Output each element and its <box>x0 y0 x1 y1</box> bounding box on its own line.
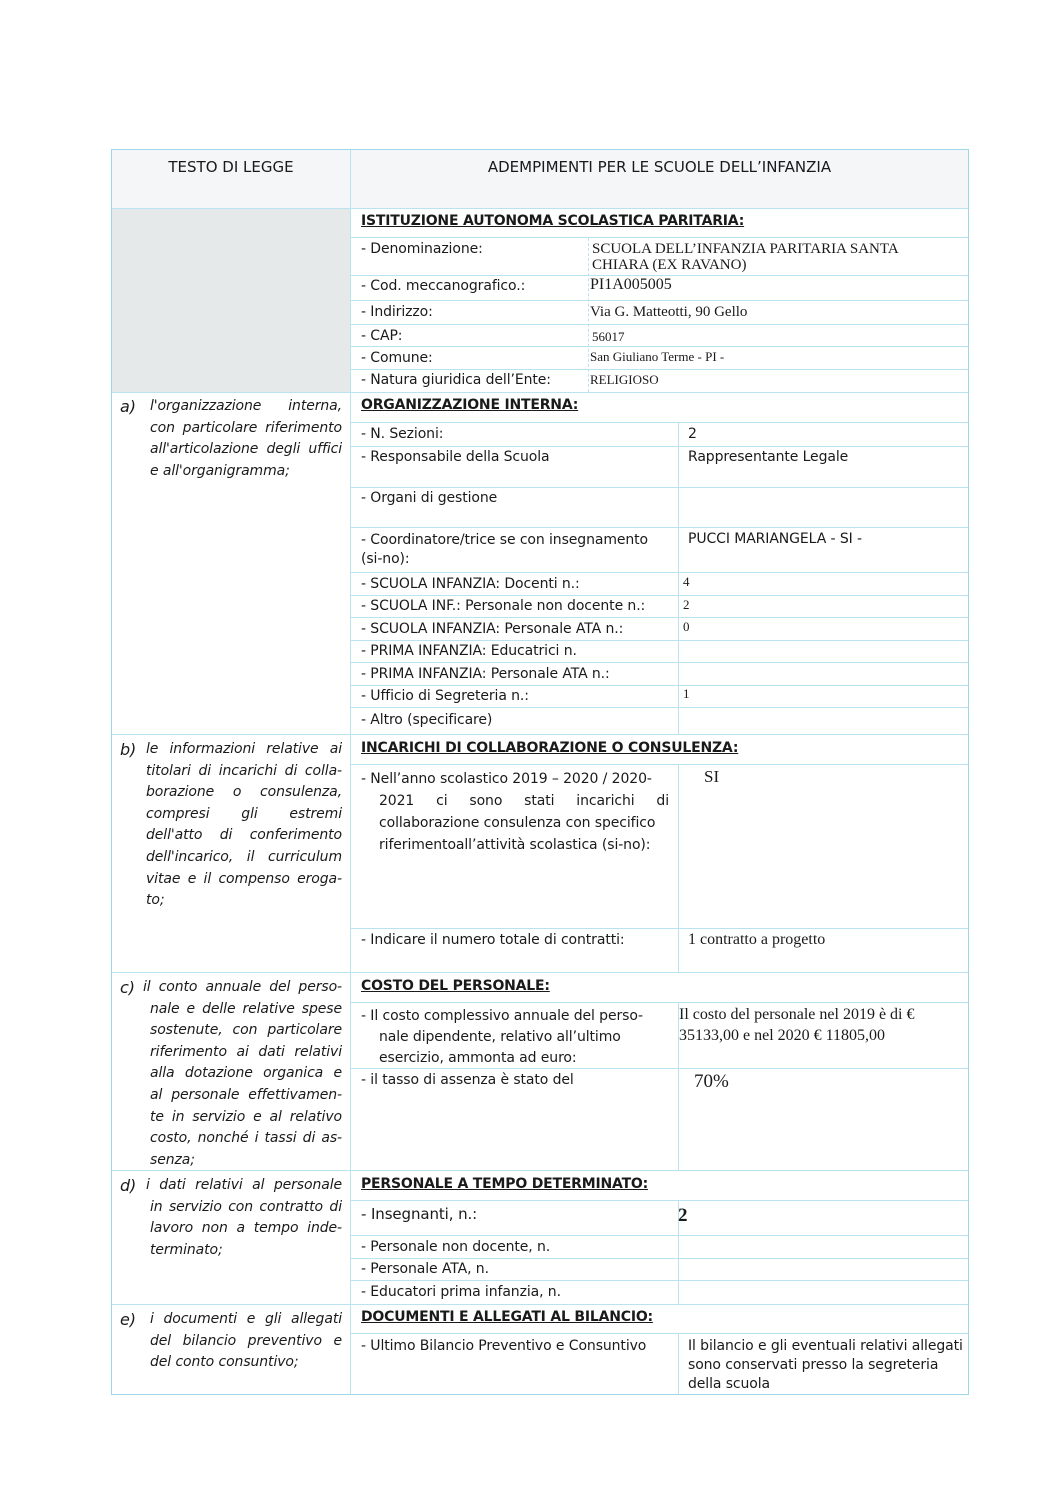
value-divider <box>678 1334 679 1394</box>
row-divider <box>112 208 968 209</box>
law-line: sostenute, con particolare <box>150 1022 342 1039</box>
value-insegnanti: 2 <box>678 1205 688 1226</box>
label-indirizzo: - Indirizzo: <box>361 304 433 320</box>
section-title-documenti: DOCUMENTI E ALLEGATI AL BILANCIO: <box>361 1309 653 1325</box>
label-altro: - Altro (specificare) <box>361 712 493 728</box>
value-responsabile: Rappresentante Legale <box>688 449 849 465</box>
law-line: in servizio con contratto di <box>150 1198 342 1215</box>
label-coordinatore-line2: (si-no): <box>361 551 410 567</box>
header-testo-di-legge: TESTO DI LEGGE <box>168 158 294 176</box>
value-bilancio-line: della scuola <box>688 1376 771 1392</box>
value-indirizzo: Via G. Matteotti, 90 Gello <box>590 304 748 320</box>
value-denominazione-line2: CHIARA (EX RAVANO) <box>592 257 747 273</box>
law-line: alla dotazione organica e <box>150 1065 342 1082</box>
law-line: del bilancio preventivo e <box>150 1332 342 1349</box>
header-adempimenti: ADEMPIMENTI PER LE SCUOLE DELL’INFANZIA <box>487 158 832 176</box>
law-line: to; <box>146 892 165 909</box>
row-divider <box>351 1280 968 1281</box>
value-numero-contratti: 1 contratto a progetto <box>688 931 826 948</box>
row-divider <box>351 1200 968 1201</box>
law-text-e <box>120 1309 342 1374</box>
value-denominazione-line1: SCUOLA DELL’INFANZIA PARITARIA SANTA <box>592 241 899 257</box>
row-divider <box>351 237 968 238</box>
row-divider <box>351 595 968 596</box>
label-incarichi-line: 2021 ci sono stati incarichi di <box>379 793 669 809</box>
law-text-c <box>120 977 342 1171</box>
label-prima-infanzia-ata: - PRIMA INFANZIA: Personale ATA n.: <box>361 666 610 682</box>
row-divider <box>351 527 968 528</box>
value-cap: 56017 <box>592 329 625 344</box>
value-ata: 0 <box>683 619 690 634</box>
row-divider <box>351 324 968 325</box>
law-text-a <box>120 396 342 482</box>
law-line: lavoro non a tempo inde- <box>150 1220 342 1237</box>
row-divider <box>351 1333 968 1334</box>
section-title-incarichi: INCARICHI DI COLLABORAZIONE O CONSULENZA: <box>361 740 739 756</box>
law-line: e all'organigramma; <box>150 462 290 479</box>
label-non-docente: - SCUOLA INF.: Personale non docente n.: <box>361 598 646 614</box>
label-costo-line: - Il costo complessivo annuale del perso- <box>361 1008 643 1024</box>
law-marker-b: b) <box>120 740 137 759</box>
row-divider <box>112 734 968 735</box>
label-comune: - Comune: <box>361 350 433 366</box>
row-divider <box>351 764 968 765</box>
row-divider <box>351 707 968 708</box>
law-marker-a: a) <box>120 397 136 416</box>
section-title-istituzione: ISTITUZIONE AUTONOMA SCOLASTICA PARITARIA: <box>361 213 745 229</box>
law-text-b <box>120 739 342 912</box>
label-costo-complessivo <box>361 1006 669 1069</box>
law-marker-c: c) <box>120 978 135 997</box>
value-incarichi: SI <box>704 767 720 786</box>
value-bilancio-line: Il bilancio e gli eventuali relativi allegati <box>688 1338 963 1354</box>
law-line: l'organizzazione interna, <box>150 398 342 414</box>
row-divider <box>351 346 968 347</box>
label-cap: - CAP: <box>361 328 403 344</box>
law-line: al personale effettivamen- <box>150 1086 342 1103</box>
column-divider <box>350 150 351 1394</box>
row-divider <box>351 640 968 641</box>
value-natura-giuridica: RELIGIOSO <box>590 372 659 387</box>
law-line: nale e delle relative spese <box>150 1000 342 1017</box>
label-costo-line: esercizio, ammonta ad euro: <box>379 1050 577 1066</box>
row-divider <box>351 1002 968 1003</box>
value-coordinatore: PUCCI MARIANGELA - SI - <box>688 531 862 547</box>
law-line: i dati relativi al personale <box>146 1177 342 1193</box>
label-incarichi-line: - Nell’anno scolastico 2019 – 2020 / 2020- <box>361 771 652 787</box>
law-line: all'articolazione degli uffici <box>150 441 342 458</box>
section-title-tempo-determinato: PERSONALE A TEMPO DETERMINATO: <box>361 1176 649 1192</box>
law-line: dell'atto di conferimento <box>146 827 342 844</box>
label-cod-meccanografico: - Cod. meccanografico.: <box>361 278 526 294</box>
value-divider <box>678 423 679 734</box>
row-divider <box>351 300 968 301</box>
law-line: borazione o consulenza, <box>146 784 342 801</box>
value-segreteria: 1 <box>683 686 690 701</box>
label-segreteria: - Ufficio di Segreteria n.: <box>361 688 529 704</box>
law-line: te in servizio e al relativo <box>150 1108 342 1125</box>
section-title-organizzazione: ORGANIZZAZIONE INTERNA: <box>361 397 579 413</box>
value-tasso-assenza: 70% <box>694 1071 729 1092</box>
value-cod-meccanografico: PI1A005005 <box>590 276 672 293</box>
law-line: compresi gli estremi <box>146 805 342 822</box>
label-personale-non-docente: - Personale non docente, n. <box>361 1239 551 1255</box>
row-divider <box>351 1235 968 1236</box>
law-text-d <box>120 1175 342 1261</box>
value-bilancio <box>688 1337 963 1394</box>
section-title-costo-personale: COSTO DEL PERSONALE: <box>361 978 550 994</box>
value-non-docente: 2 <box>683 597 690 612</box>
law-line: con particolare riferimento <box>150 419 342 436</box>
label-incarichi-question <box>361 768 669 856</box>
row-divider <box>112 1304 968 1305</box>
value-costo-personale <box>679 1004 915 1046</box>
law-line: senza; <box>150 1151 195 1168</box>
value-bilancio-line: sono conservati presso la segreteria <box>688 1357 939 1373</box>
label-insegnanti: - Insegnanti, n.: <box>361 1205 478 1223</box>
label-educatori: - Educatori prima infanzia, n. <box>361 1284 561 1300</box>
label-ata: - SCUOLA INFANZIA: Personale ATA n.: <box>361 621 624 637</box>
row-divider <box>351 1258 968 1259</box>
label-n-sezioni: - N. Sezioni: <box>361 426 444 442</box>
row-divider <box>351 928 968 929</box>
label-numero-contratti: - Indicare il numero totale di contratti: <box>361 932 625 948</box>
law-line: riferimento ai dati relativi <box>150 1043 342 1060</box>
value-divider <box>678 765 679 972</box>
law-marker-e: e) <box>120 1310 136 1329</box>
law-line: vitae e il compenso eroga- <box>146 870 342 887</box>
label-costo-line: nale dipendente, relativo all’ultimo <box>379 1029 621 1045</box>
value-comune: San Giuliano Terme - PI - <box>590 349 725 364</box>
label-tasso-assenza: - il tasso di assenza è stato del <box>361 1072 574 1088</box>
row-divider <box>351 685 968 686</box>
value-n-sezioni: 2 <box>688 426 697 442</box>
gray-empty-cell <box>112 209 350 392</box>
label-personale-ata: - Personale ATA, n. <box>361 1261 489 1277</box>
law-line: costo, nonché i tassi di as- <box>150 1130 342 1147</box>
row-divider <box>351 487 968 488</box>
law-line: i documenti e gli allegati <box>150 1311 342 1327</box>
row-divider <box>351 369 968 370</box>
label-responsabile: - Responsabile della Scuola <box>361 449 550 465</box>
row-divider <box>351 422 968 423</box>
value-costo-line: Il costo del personale nel 2019 è di € <box>679 1006 915 1023</box>
row-divider <box>351 617 968 618</box>
law-line: terminato; <box>150 1241 223 1258</box>
label-organi-gestione: - Organi di gestione <box>361 490 498 506</box>
law-line: titolari di incarichi di colla- <box>146 762 342 779</box>
value-costo-line: 35133,00 e nel 2020 € 11805,00 <box>679 1027 886 1044</box>
label-coordinatore-line1: - Coordinatore/trice se con insegnamento <box>361 532 649 548</box>
law-line: le informazioni relative ai <box>146 741 342 757</box>
law-line: del conto consuntivo; <box>150 1354 299 1371</box>
label-ultimo-bilancio: - Ultimo Bilancio Preventivo e Consuntivo <box>361 1338 647 1354</box>
law-line: dell'incarico, il curriculum <box>146 848 342 865</box>
law-marker-d: d) <box>120 1176 137 1195</box>
value-docenti: 4 <box>683 574 690 589</box>
label-denominazione: - Denominazione: <box>361 241 483 257</box>
label-educatrici: - PRIMA INFANZIA: Educatrici n. <box>361 643 577 659</box>
row-divider <box>112 972 968 973</box>
law-line: il conto annuale del perso- <box>143 979 342 995</box>
label-incarichi-line: riferimentoall’attività scolastica (si-no): <box>379 837 651 853</box>
label-coordinatore <box>361 531 648 569</box>
row-divider <box>351 572 968 573</box>
label-natura-giuridica: - Natura giuridica dell’Ente: <box>361 372 551 388</box>
row-divider <box>351 446 968 447</box>
value-divider <box>588 238 589 392</box>
label-incarichi-line: collaborazione consulenza con specifico <box>379 815 656 831</box>
value-denominazione <box>592 241 899 273</box>
row-divider <box>112 392 968 393</box>
row-divider <box>351 662 968 663</box>
label-docenti: - SCUOLA INFANZIA: Docenti n.: <box>361 576 580 592</box>
